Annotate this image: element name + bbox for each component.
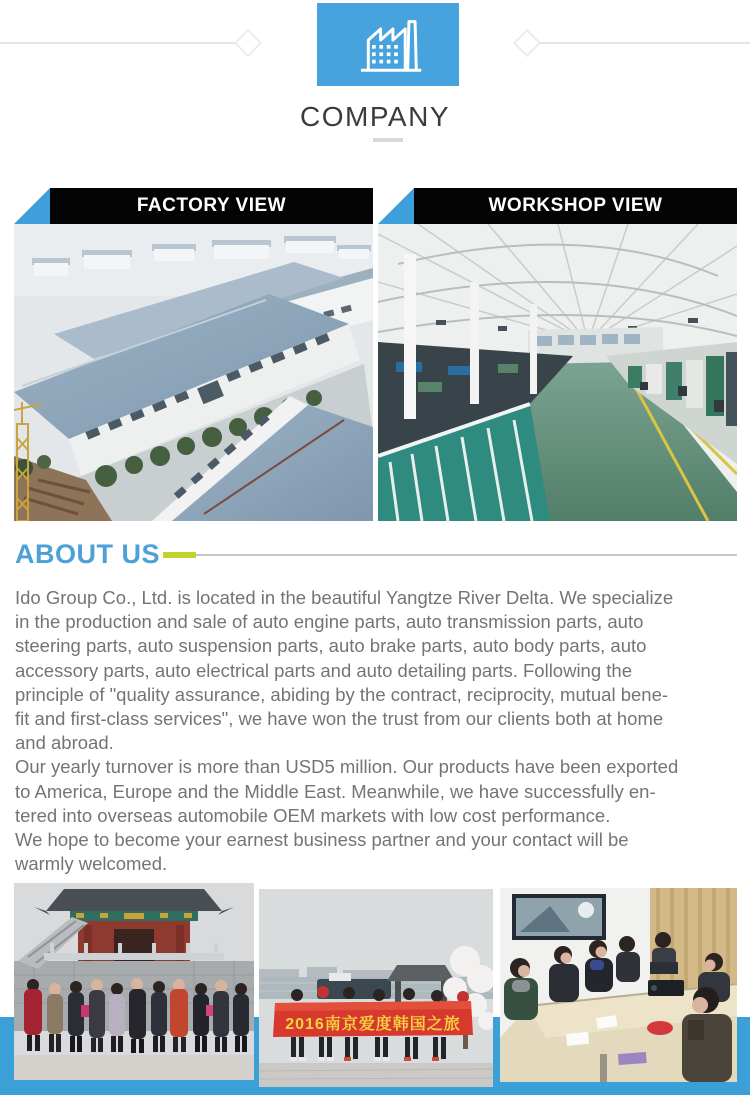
header-divider-line-left <box>0 42 236 44</box>
workshop-view-column <box>378 188 737 521</box>
about-line: accessory parts, auto electrical parts and auto detailing parts. Following the <box>15 659 632 681</box>
banner-corner-triangle <box>14 188 50 224</box>
about-line: in the production and sale of auto engine parts, auto transmission parts, auto <box>15 611 644 633</box>
about-line: We hope to become your earnest business partner and your contact will be <box>15 829 629 851</box>
about-rule-line <box>196 554 737 556</box>
about-line: principle of "quality assurance, abiding by the contract, reciprocity, mutual bene- <box>15 683 669 705</box>
view-gallery <box>14 188 737 521</box>
team-photo-temple <box>14 883 254 1080</box>
factory-view-column <box>14 188 373 521</box>
workshop-view-banner <box>378 188 737 224</box>
about-line: Ido Group Co., Ltd. is located in the beautiful Yangtze River Delta. We specialize <box>15 587 674 608</box>
diamond-ornament-right <box>513 29 541 57</box>
about-title: ABOUT US <box>15 539 160 569</box>
diamond-ornament-left <box>234 29 262 57</box>
factory-view-banner <box>14 188 373 224</box>
river-banner-photo-illustration <box>259 889 493 1087</box>
office-meeting-photo-illustration <box>500 888 737 1082</box>
page-title: COMPANY <box>300 101 450 132</box>
about-line: fit and first-class services", we have won the trust from our clients both at home <box>15 708 664 730</box>
about-section-header <box>15 539 737 570</box>
about-line: Our yearly turnover is more than USD5 million. Our products have been exported <box>15 756 679 778</box>
about-line: warmly welcomed. <box>15 853 168 875</box>
team-photo-meeting <box>500 888 737 1082</box>
workshop-view-photo <box>378 224 737 521</box>
company-icon-box <box>317 3 459 86</box>
about-accent-dash <box>163 552 196 558</box>
header-divider-line-right <box>540 42 750 44</box>
banner-label: FACTORY VIEW <box>50 188 373 224</box>
workshop-interior-illustration <box>378 224 737 521</box>
about-line: to America, Europe and the Middle East. Meanwhile, we have successfully en- <box>15 780 656 802</box>
title-underline <box>373 138 403 142</box>
factory-aerial-illustration <box>14 224 373 521</box>
about-line: tered into overseas automobile OEM markets with low cost performance. <box>15 804 611 826</box>
factory-icon <box>348 13 428 77</box>
banner-label: WORKSHOP VIEW <box>414 188 737 224</box>
about-paragraph <box>15 586 741 876</box>
team-photo-banner <box>259 889 493 1087</box>
banner-corner-triangle <box>378 188 414 224</box>
factory-view-photo <box>14 224 373 521</box>
about-line: and abroad. <box>15 732 114 754</box>
about-line: steering parts, auto suspension parts, auto brake parts, auto body parts, auto <box>15 635 647 657</box>
temple-group-photo-illustration <box>14 883 254 1080</box>
banner-text: 2016南京爱度韩国之旅 <box>285 1016 461 1033</box>
